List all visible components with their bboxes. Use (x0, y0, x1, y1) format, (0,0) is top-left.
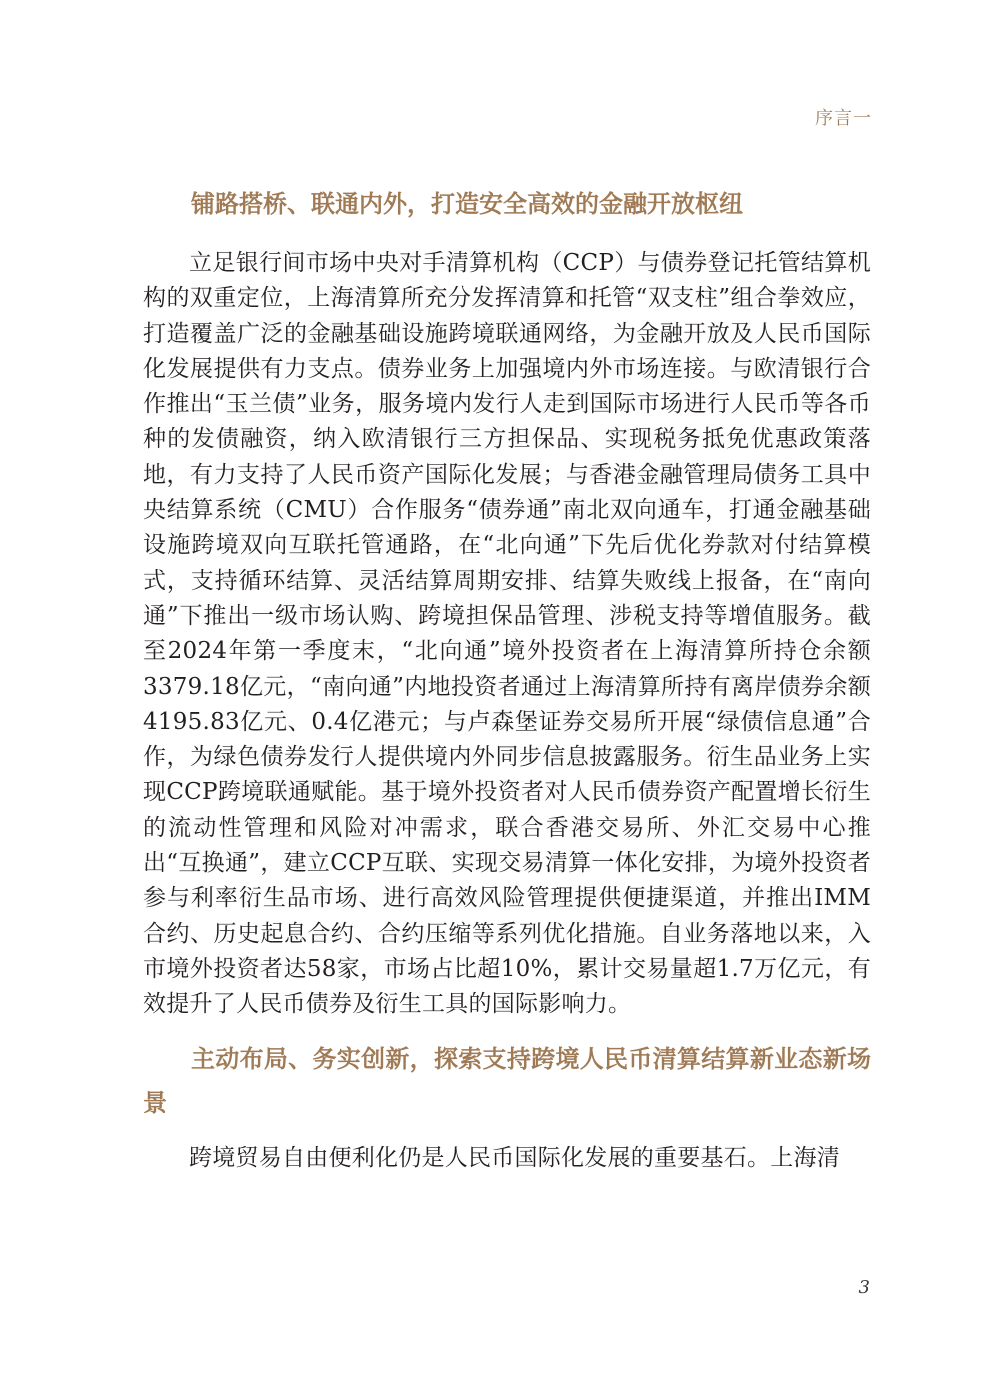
page-content (143, 182, 871, 1176)
page-number: 3 (858, 1277, 870, 1298)
running-header: 序言一 (815, 108, 872, 129)
section-paragraph-cross-border-clearing: 跨境贸易自由便利化仍是人民币国际化发展的重要基石。上海清 (189, 1144, 840, 1171)
section-paragraph-financial-hub: 立足银行间市场中央对手清算机构（CCP）与债券登记托管结算机构的双重定位，上海清算所充分发挥清算和托管“双支柱”组合拳效应，打造覆盖广泛的金融基础设施跨境联通网络，为金融开放及人民币国际化发展提供有力支点。债券业务上加强境内外市场连接。与欧清银行合作推出“玉兰债”业务，服务境内发行人走到国际市场进行人民币等各币种的发债融资，纳入欧清银行三方担保品、实现税务抵免优惠政策落地，有力支持了人民币资产国际化发展；与香港金融管理局债务工具中央结算系统（CMU）合作服务“债券通”南北双向通车，打通金融基础设施跨境双向互联托管通路，在“北向通”下先后优化券款对付结算模式，支持循环结算、灵活结算周期安排、结算失败线上报备，在“南向通”下推出一级市场认购、跨境担保品管理、涉税支持等增值服务。截至2024年第一季度末，“北向通”境外投资者在上海清算所持仓余额3379.18亿元，“南向通”内地投资者通过上海清算所持有离岸债券余额4195.83亿元、0.4亿港元；与卢森堡证券交易所开展“绿债信息通”合作，为绿色债券发行人提供境内外同步信息披露服务。衍生品业务上实现CCP跨境联通赋能。基于境外投资者对人民币债券资产配置增长衍生的流动性管理和风险对冲需求，联合香港交易所、外汇交易中心推出“互换通”，建立CCP互联、实现交易清算一体化安排，为境外投资者参与利率衍生品市场、进行高效风险管理提供便捷渠道，并推出IMM合约、历史起息合约、合约压缩等系列优化措施。自业务落地以来，入市境外投资者达58家，市场占比超10%，累计交易量超1.7万亿元，有效提升了人民币债券及衍生工具的国际影响力。 (143, 250, 871, 1018)
section-heading-financial-hub: 铺路搭桥、联通内外，打造安全高效的金融开放枢纽 (191, 189, 743, 218)
section-heading-cross-border-clearing: 主动布局、务实创新，探索支持跨境人民币清算结算新业态新场景 (143, 1043, 871, 1117)
